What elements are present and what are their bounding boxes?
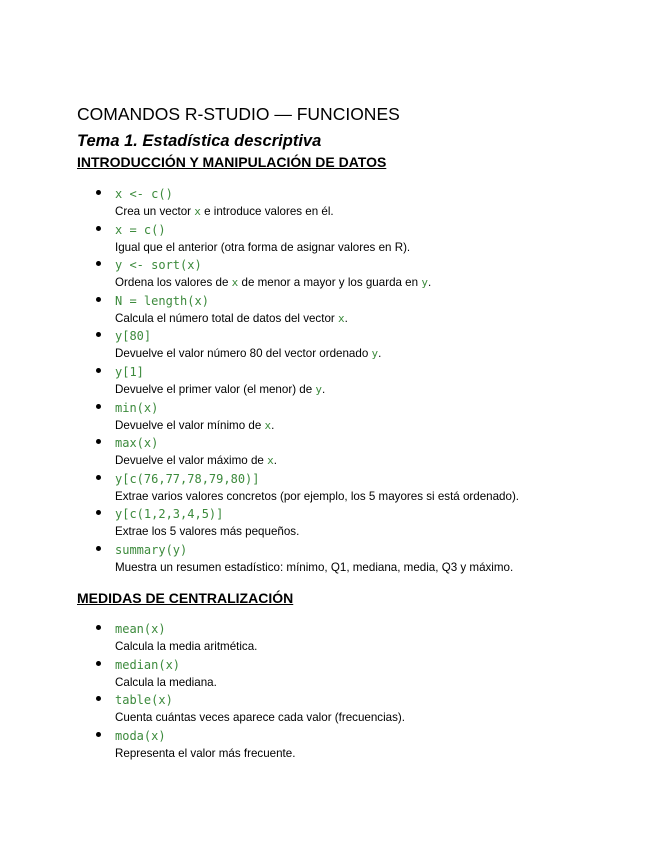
bullet-icon: [96, 368, 101, 373]
command-description: Cuenta cuántas veces aparece cada valor (frecuencias).: [115, 711, 406, 725]
command-description: Calcula el número total de datos del vector x.: [115, 311, 348, 325]
command-code: table(x): [115, 693, 173, 708]
list-item: [77, 434, 615, 470]
command-description: Calcula la mediana.: [115, 675, 217, 689]
bullet-icon: [96, 510, 101, 515]
list-item: [77, 256, 615, 292]
command-description: Igual que el anterior (otra forma de asignar valores en R).: [115, 240, 411, 254]
command-code: mean(x): [115, 622, 166, 636]
list-item: [77, 505, 615, 541]
command-code: y[c(76,77,78,79,80)]: [115, 471, 260, 486]
bullet-icon: [96, 661, 101, 666]
command-description: Representa el valor más frecuente.: [115, 746, 296, 760]
command-description: Devuelve el valor mínimo de x.: [115, 418, 275, 432]
section-heading-centralizacion: MEDIDAS DE CENTRALIZACIÓN: [77, 590, 294, 606]
list-item: [77, 185, 615, 221]
list-item: [77, 541, 615, 577]
bullet-icon: [96, 404, 101, 409]
command-code: min(x): [115, 400, 159, 415]
command-description: Devuelve el valor máximo de x.: [115, 454, 277, 468]
command-code: moda(x): [115, 728, 166, 743]
bullet-icon: [96, 297, 101, 302]
command-code: x <- c(): [115, 187, 173, 201]
command-description: Calcula la media aritmética.: [115, 640, 258, 653]
list-item: [77, 327, 615, 363]
command-code: y[1]: [115, 364, 144, 379]
command-description: Extrae varios valores concretos (por ejemplo, los 5 mayores si está ordenado).: [115, 489, 520, 503]
bullet-icon: [96, 696, 101, 701]
command-description: Ordena los valores de x de menor a mayor y los guarda en y.: [115, 276, 432, 290]
command-code: summary(y): [115, 542, 188, 557]
list-item: [77, 620, 615, 656]
list-item: [77, 727, 615, 763]
bullet-icon: [96, 732, 101, 737]
document-title: COMANDOS R-STUDIO — FUNCIONES: [77, 104, 400, 124]
bullet-icon: [96, 546, 101, 551]
bullet-icon: [96, 625, 101, 630]
list-item: [77, 399, 615, 435]
bullet-icon: [96, 332, 101, 337]
command-description: Crea un vector x e introduce valores en él.: [115, 205, 334, 218]
list-item: [77, 221, 615, 257]
bullet-icon: [96, 261, 101, 266]
command-code: median(x): [115, 657, 181, 672]
bullet-icon: [96, 190, 101, 195]
command-description: Devuelve el valor número 80 del vector ordenado y.: [115, 347, 382, 361]
command-code: y[c(1,2,3,4,5)]: [115, 507, 224, 522]
bullet-icon: [96, 226, 101, 231]
section-heading-introduccion: INTRODUCCIÓN Y MANIPULACIÓN DE DATOS: [77, 154, 387, 170]
command-description: Devuelve el primer valor (el menor) de y.: [115, 382, 326, 396]
command-description: Muestra un resumen estadístico: mínimo, Q1, mediana, media, Q3 y máximo.: [115, 560, 514, 574]
command-code: y[80]: [115, 329, 152, 344]
command-code: max(x): [115, 436, 159, 451]
document-subtitle: Tema 1. Estadística descriptiva: [77, 132, 322, 150]
list-item: [77, 363, 615, 399]
command-code: N = length(x): [115, 293, 209, 308]
command-list-centralizacion: [77, 620, 615, 762]
command-description: Extrae los 5 valores más pequeños.: [115, 525, 300, 539]
list-item: [77, 292, 615, 328]
bullet-icon: [96, 439, 101, 444]
bullet-icon: [96, 475, 101, 480]
command-code: y <- sort(x): [115, 258, 202, 273]
list-item: [77, 470, 615, 506]
command-code: x = c(): [115, 222, 166, 237]
command-list-introduccion: [77, 185, 615, 577]
list-item: [77, 656, 615, 692]
list-item: [77, 691, 615, 727]
